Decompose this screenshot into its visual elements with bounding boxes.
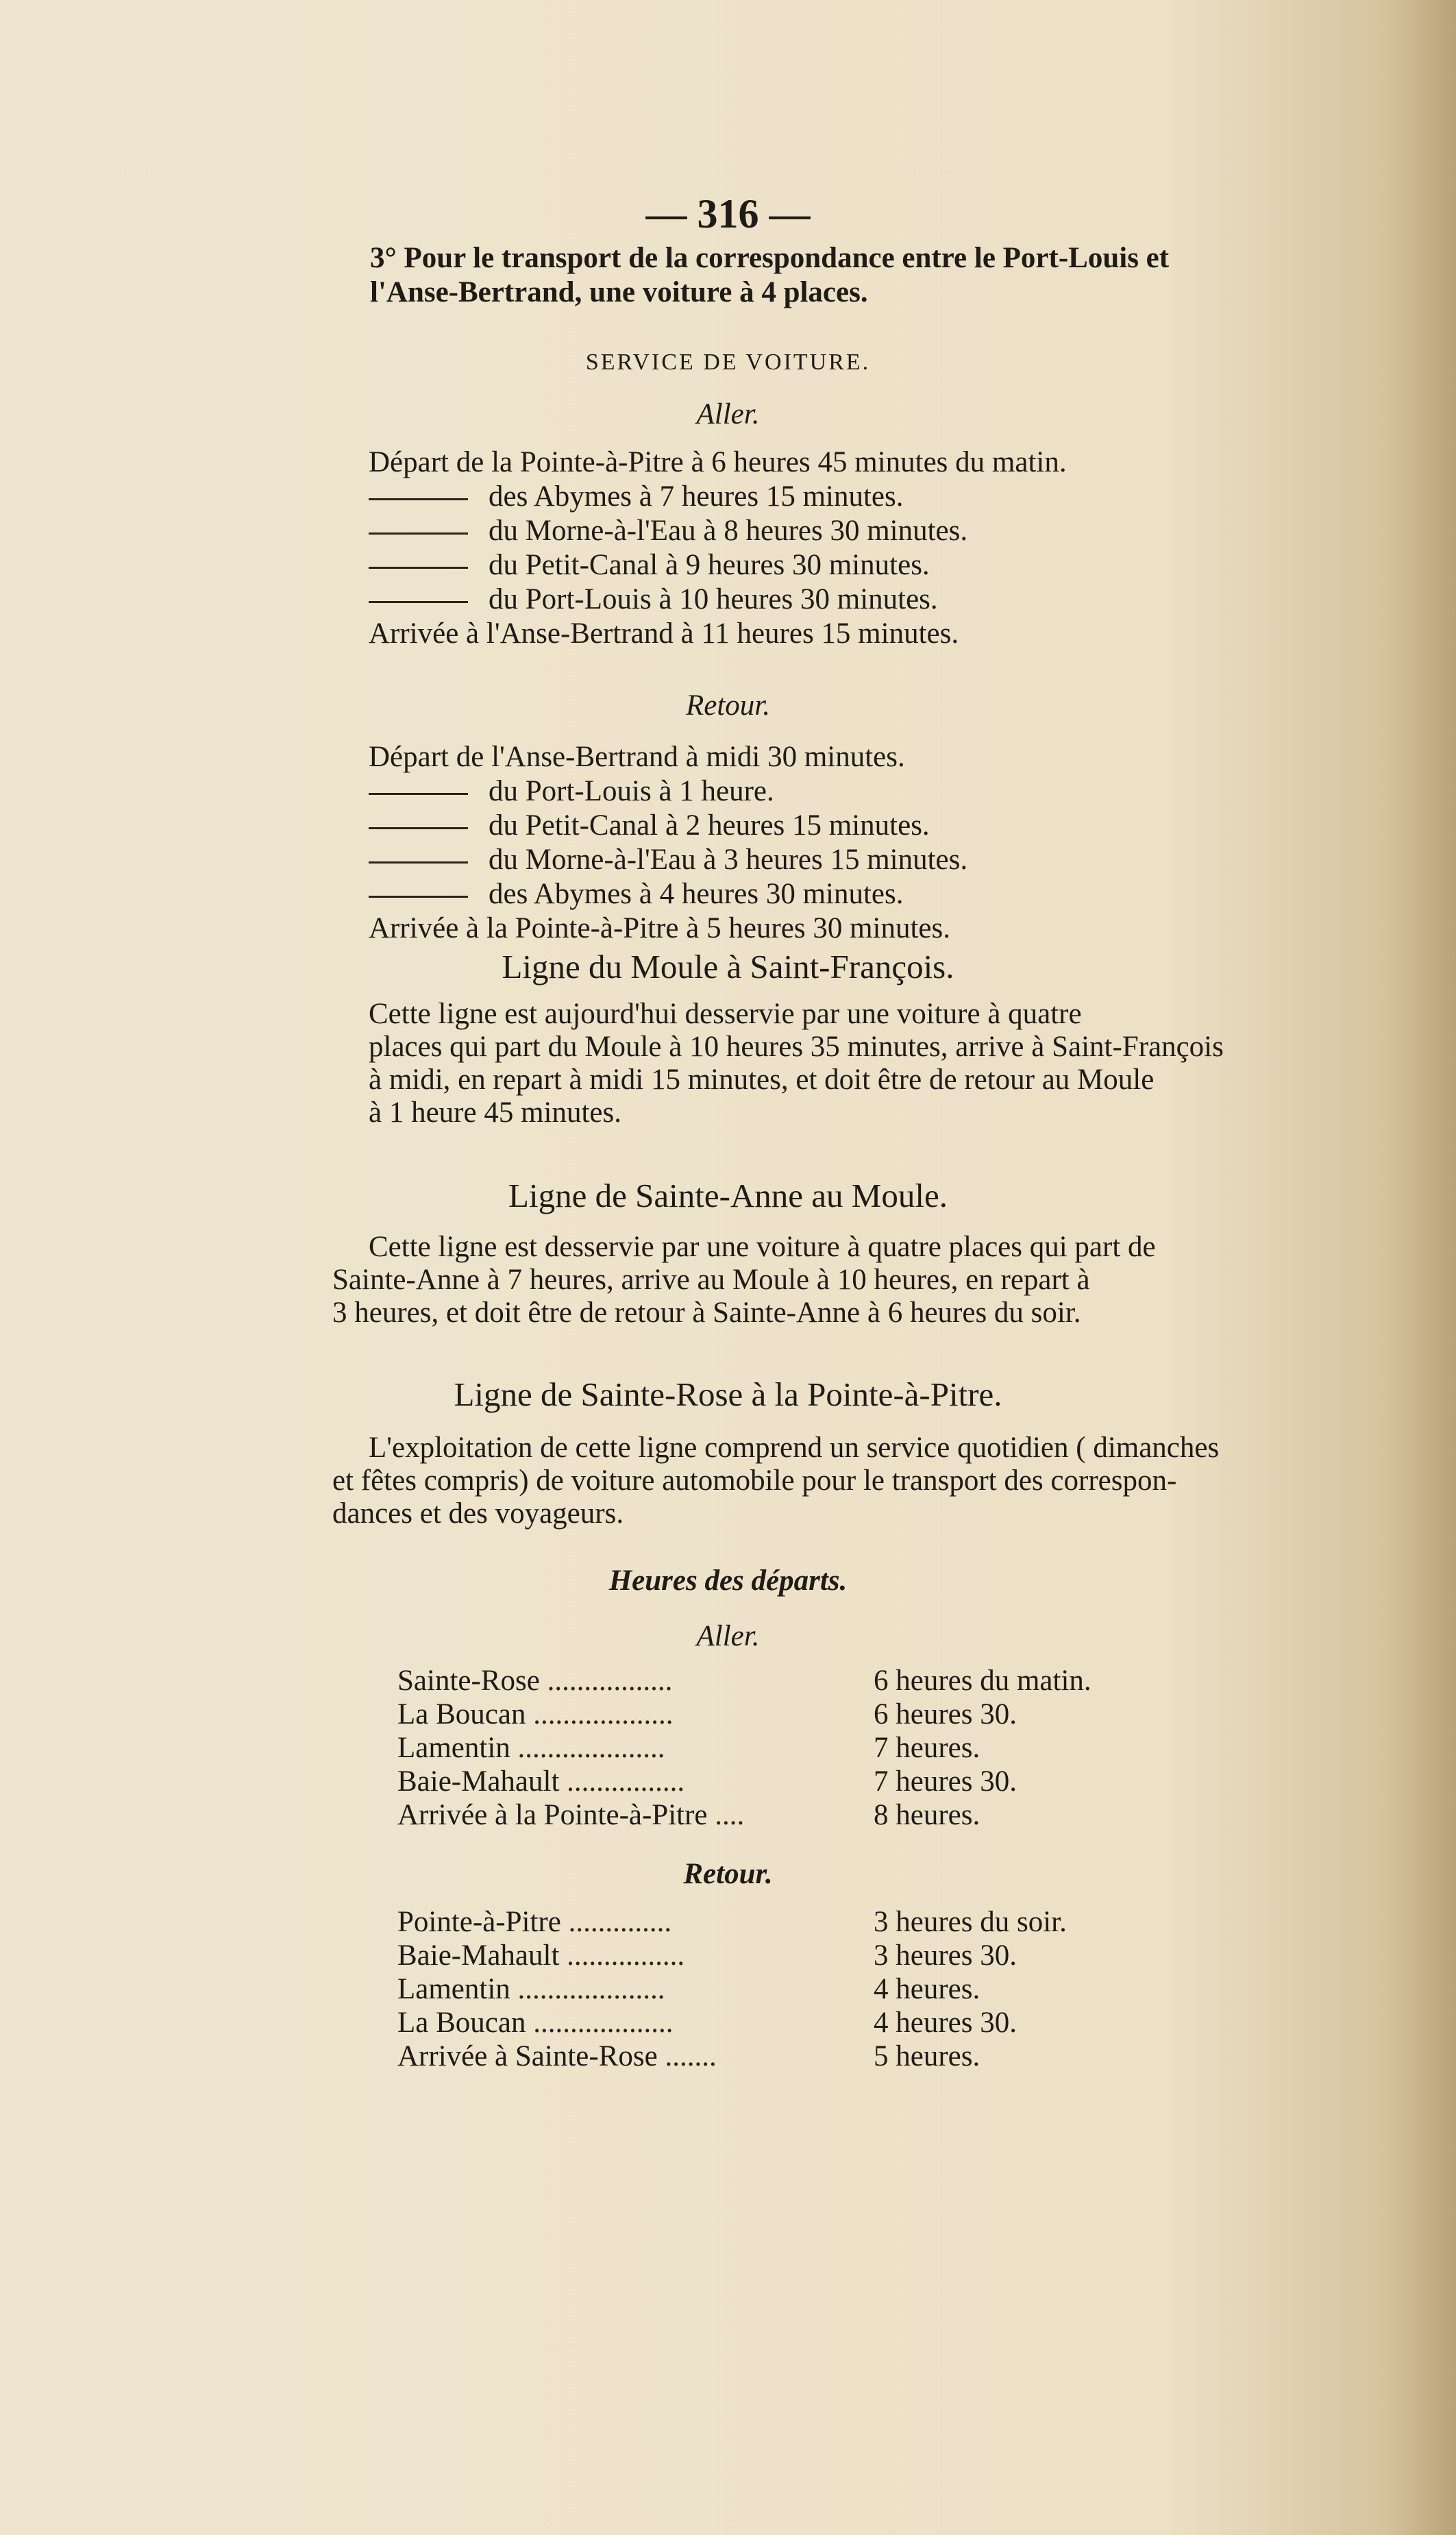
leader-dots: ....................: [510, 1973, 665, 2005]
retour-title: Retour.: [685, 689, 771, 722]
table-time: 3 heures du soir.: [874, 1906, 1067, 1938]
place-name: Baie-Mahault: [397, 1765, 560, 1798]
aller-lines-line: [369, 514, 967, 548]
table-place: [397, 1798, 744, 1832]
place-name: La Boucan: [397, 1698, 526, 1730]
ditto-dash: [369, 896, 468, 898]
aller-title: Aller.: [696, 398, 760, 430]
moule-title: Ligne du Moule à Saint-François.: [502, 948, 954, 985]
schedule-text: Arrivée à la Pointe-à-Pitre à 5 heures 30 minutes.: [369, 912, 950, 944]
page-number: — 316 —: [645, 191, 811, 236]
aller-lines-line: [369, 445, 1067, 479]
sainte-rose-para-2: et fêtes compris) de voiture automobile pour le transport des correspon-: [332, 1465, 1177, 1497]
ditto-dash: [369, 498, 468, 500]
table-place: [397, 2040, 717, 2073]
table-time: 5 heures.: [874, 2040, 980, 2072]
schedule-text: Départ de l'Anse-Bertrand à midi 30 minutes.: [369, 741, 905, 773]
table-time: 7 heures.: [874, 1732, 980, 1764]
table-time: 6 heures du matin.: [874, 1665, 1091, 1697]
retour-lines-line: [369, 877, 904, 911]
table-retour-title: Retour.: [683, 1858, 773, 1890]
place-name: Lamentin: [397, 1973, 510, 2005]
moule-para-4: à 1 heure 45 minutes.: [369, 1097, 621, 1129]
leader-dots: ...................: [526, 2007, 674, 2039]
aller-lines-line: [369, 548, 930, 582]
sainte-anne-para-1: Cette ligne est desservie par une voiture à quatre places qui part de: [369, 1231, 1156, 1263]
leader-dots: ..............: [560, 1906, 672, 1938]
aller-lines-line: [369, 583, 938, 616]
leader-dots: ................: [559, 1939, 685, 1972]
place-name: Sainte-Rose: [397, 1665, 540, 1697]
place-name: Baie-Mahault: [397, 1939, 560, 1972]
place-name: Lamentin: [397, 1732, 510, 1764]
schedule-text: des Abymes à 4 heures 30 minutes.: [489, 878, 904, 910]
ditto-dash: [369, 827, 468, 829]
table-aller-title: Aller.: [696, 1620, 760, 1652]
schedule-text: du Petit-Canal à 2 heures 15 minutes.: [489, 809, 930, 842]
retour-lines-line: [369, 774, 774, 808]
schedule-text: du Morne-à-l'Eau à 8 heures 30 minutes.: [489, 515, 968, 547]
table-place: [397, 2006, 673, 2040]
schedule-text: des Abymes à 7 heures 15 minutes.: [489, 480, 904, 513]
place-name: Arrivée à Sainte-Rose: [397, 2040, 658, 2072]
leader-dots: ...................: [526, 1698, 674, 1730]
retour-lines-line: [369, 740, 905, 774]
sainte-anne-para-3: 3 heures, et doit être de retour à Sainte-Anne à 6 heures du soir.: [332, 1297, 1081, 1329]
table-place: [397, 1905, 671, 1939]
leader-dots: ....: [707, 1799, 745, 1831]
leader-dots: ................: [559, 1765, 685, 1798]
schedule-text: du Port-Louis à 10 heures 30 minutes.: [489, 583, 938, 615]
retour-lines-line: [369, 911, 950, 945]
departs-title: Heures des départs.: [608, 1565, 848, 1597]
sainte-rose-para-3: dances et des voyageurs.: [332, 1497, 624, 1530]
service-title: SERVICE DE VOITURE.: [585, 350, 871, 375]
schedule-text: du Port-Louis à 1 heure.: [489, 775, 774, 807]
table-place: [397, 1972, 665, 2006]
retour-lines-line: [369, 843, 967, 877]
intro-line-1: 3° Pour le transport de la correspondance entre le Port-Louis et: [370, 242, 1170, 274]
ditto-dash: [369, 567, 468, 569]
aller-lines-line: [369, 617, 959, 650]
place-name: La Boucan: [397, 2007, 526, 2039]
intro-line-2: l'Anse-Bertrand, une voiture à 4 places.: [370, 276, 868, 308]
place-name: Pointe-à-Pitre: [397, 1906, 561, 1938]
place-name: Arrivée à la Pointe-à-Pitre: [397, 1799, 708, 1831]
aller-lines-line: [369, 480, 904, 513]
schedule-text: Départ de la Pointe-à-Pitre à 6 heures 45 minutes du matin.: [369, 446, 1067, 478]
sainte-anne-para-2: Sainte-Anne à 7 heures, arrive au Moule à 10 heures, en repart à: [332, 1264, 1090, 1296]
ditto-dash: [369, 532, 468, 535]
moule-para-1: Cette ligne est aujourd'hui desservie par une voiture à quatre: [369, 998, 1082, 1030]
table-time: 4 heures 30.: [874, 2007, 1017, 2039]
table-place: [397, 1664, 672, 1698]
table-place: [397, 1698, 673, 1731]
sainte-rose-title: Ligne de Sainte-Rose à la Pointe-à-Pitre.: [454, 1375, 1002, 1413]
ditto-dash: [369, 601, 468, 603]
retour-lines-line: [369, 809, 930, 842]
table-time: 8 heures.: [874, 1799, 980, 1831]
table-place: [397, 1939, 684, 1972]
table-time: 4 heures.: [874, 1973, 980, 2005]
table-place: [397, 1765, 684, 1798]
sainte-anne-title: Ligne de Sainte-Anne au Moule.: [508, 1177, 948, 1214]
moule-para-3: à midi, en repart à midi 15 minutes, et doit être de retour au Moule: [369, 1064, 1155, 1096]
leader-dots: ....................: [510, 1732, 665, 1764]
table-time: 6 heures 30.: [874, 1698, 1017, 1730]
ditto-dash: [369, 793, 468, 795]
sainte-rose-para-1: L'exploitation de cette ligne comprend un service quotidien ( dimanches: [369, 1432, 1220, 1464]
table-place: [397, 1731, 665, 1765]
table-time: 3 heures 30.: [874, 1939, 1017, 1972]
schedule-text: du Petit-Canal à 9 heures 30 minutes.: [489, 549, 930, 581]
ditto-dash: [369, 861, 468, 864]
schedule-text: du Morne-à-l'Eau à 3 heures 15 minutes.: [489, 844, 968, 876]
leader-dots: .................: [539, 1665, 673, 1697]
schedule-text: Arrivée à l'Anse-Bertrand à 11 heures 15 minutes.: [369, 617, 959, 650]
moule-para-2: places qui part du Moule à 10 heures 35 minutes, arrive à Saint-François: [369, 1031, 1224, 1063]
table-time: 7 heures 30.: [874, 1765, 1017, 1798]
leader-dots: .......: [657, 2040, 717, 2072]
